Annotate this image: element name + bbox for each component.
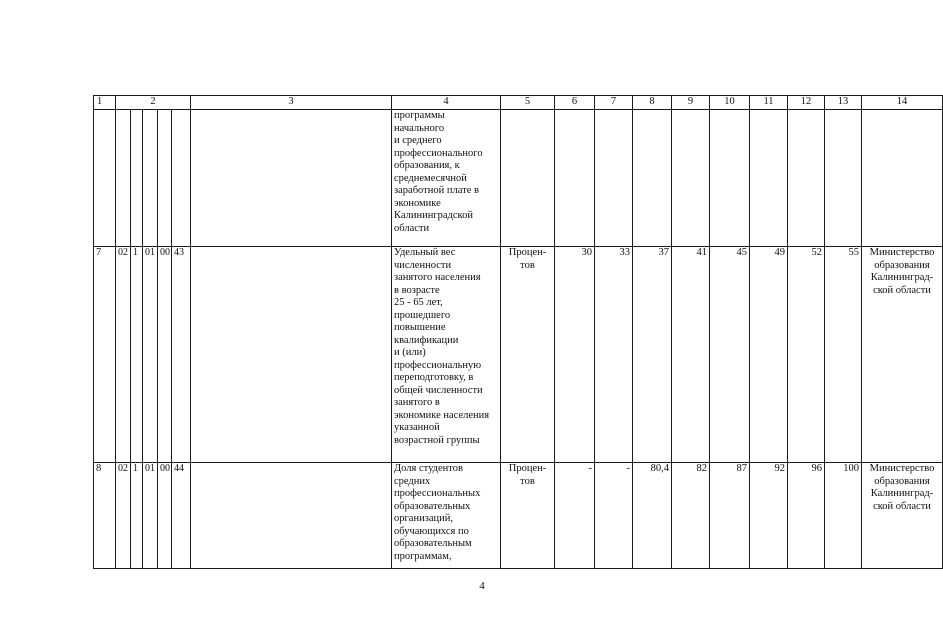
header-col-5: 5 bbox=[501, 96, 555, 110]
indicator-text: Удельный вес численности занятого населения в возрасте 25 - 65 лет, прошедшего повышение квалификации и (или) профессиональную переподготовку, в общей численности занятого в экономике населения указанной возрастной группы bbox=[392, 247, 501, 463]
table-row-8 bbox=[94, 463, 943, 569]
code-cell: 01 bbox=[143, 247, 158, 463]
code-cell: 44 bbox=[172, 463, 191, 569]
value-cell: 33 bbox=[595, 247, 633, 463]
value-cell: 37 bbox=[633, 247, 672, 463]
header-col-7: 7 bbox=[595, 96, 633, 110]
code-cell: 00 bbox=[158, 463, 172, 569]
value-cell: 100 bbox=[825, 463, 862, 569]
code-cell: 02 bbox=[116, 463, 131, 569]
row-number: 8 bbox=[94, 463, 116, 569]
value-cell: 45 bbox=[710, 247, 750, 463]
value-cell: 82 bbox=[672, 463, 710, 569]
header-col-13: 13 bbox=[825, 96, 862, 110]
table-row-7 bbox=[94, 247, 943, 463]
code-cell: 1 bbox=[131, 463, 143, 569]
header-col-11: 11 bbox=[750, 96, 788, 110]
ministry-cell: Министерство образования Калининград- ской области bbox=[862, 463, 943, 569]
code-cell: 01 bbox=[143, 463, 158, 569]
col-3-cell bbox=[191, 463, 392, 569]
value-cell: 87 bbox=[710, 463, 750, 569]
value-cell: - bbox=[555, 463, 595, 569]
value-cell: 92 bbox=[750, 463, 788, 569]
header-col-1: 1 bbox=[94, 96, 116, 110]
col-3-cell bbox=[191, 247, 392, 463]
header-row bbox=[94, 96, 943, 110]
code-cell: 1 bbox=[131, 247, 143, 463]
header-col-3: 3 bbox=[191, 96, 392, 110]
header-col-12: 12 bbox=[788, 96, 825, 110]
unit-cell: Процен- тов bbox=[501, 247, 555, 463]
indicator-text: Доля студентов средних профессиональных образовательных организаций, обучающихся по образовательным программам, bbox=[392, 463, 501, 569]
code-cell: 00 bbox=[158, 247, 172, 463]
value-cell: 41 bbox=[672, 247, 710, 463]
header-col-14: 14 bbox=[862, 96, 943, 110]
header-col-4: 4 bbox=[392, 96, 501, 110]
indicators-table bbox=[93, 95, 943, 569]
value-cell: 96 bbox=[788, 463, 825, 569]
value-cell: 80,4 bbox=[633, 463, 672, 569]
code-cell: 43 bbox=[172, 247, 191, 463]
page-number: 4 bbox=[479, 580, 485, 592]
value-cell: 49 bbox=[750, 247, 788, 463]
header-col-8: 8 bbox=[633, 96, 672, 110]
value-cell: 55 bbox=[825, 247, 862, 463]
unit-cell: Процен- тов bbox=[501, 463, 555, 569]
value-cell: - bbox=[595, 463, 633, 569]
ministry-cell: Министерство образования Калининград- ской области bbox=[862, 247, 943, 463]
indicator-text: программы начального и среднего профессионального образования, к среднемесячной заработной плате в экономике Калининградской области bbox=[392, 110, 501, 247]
header-col-9: 9 bbox=[672, 96, 710, 110]
header-col-6: 6 bbox=[555, 96, 595, 110]
header-col-2: 2 bbox=[116, 96, 191, 110]
row-number: 7 bbox=[94, 247, 116, 463]
value-cell: 52 bbox=[788, 247, 825, 463]
code-cell: 02 bbox=[116, 247, 131, 463]
table-row-continued bbox=[94, 110, 943, 247]
value-cell: 30 bbox=[555, 247, 595, 463]
header-col-10: 10 bbox=[710, 96, 750, 110]
